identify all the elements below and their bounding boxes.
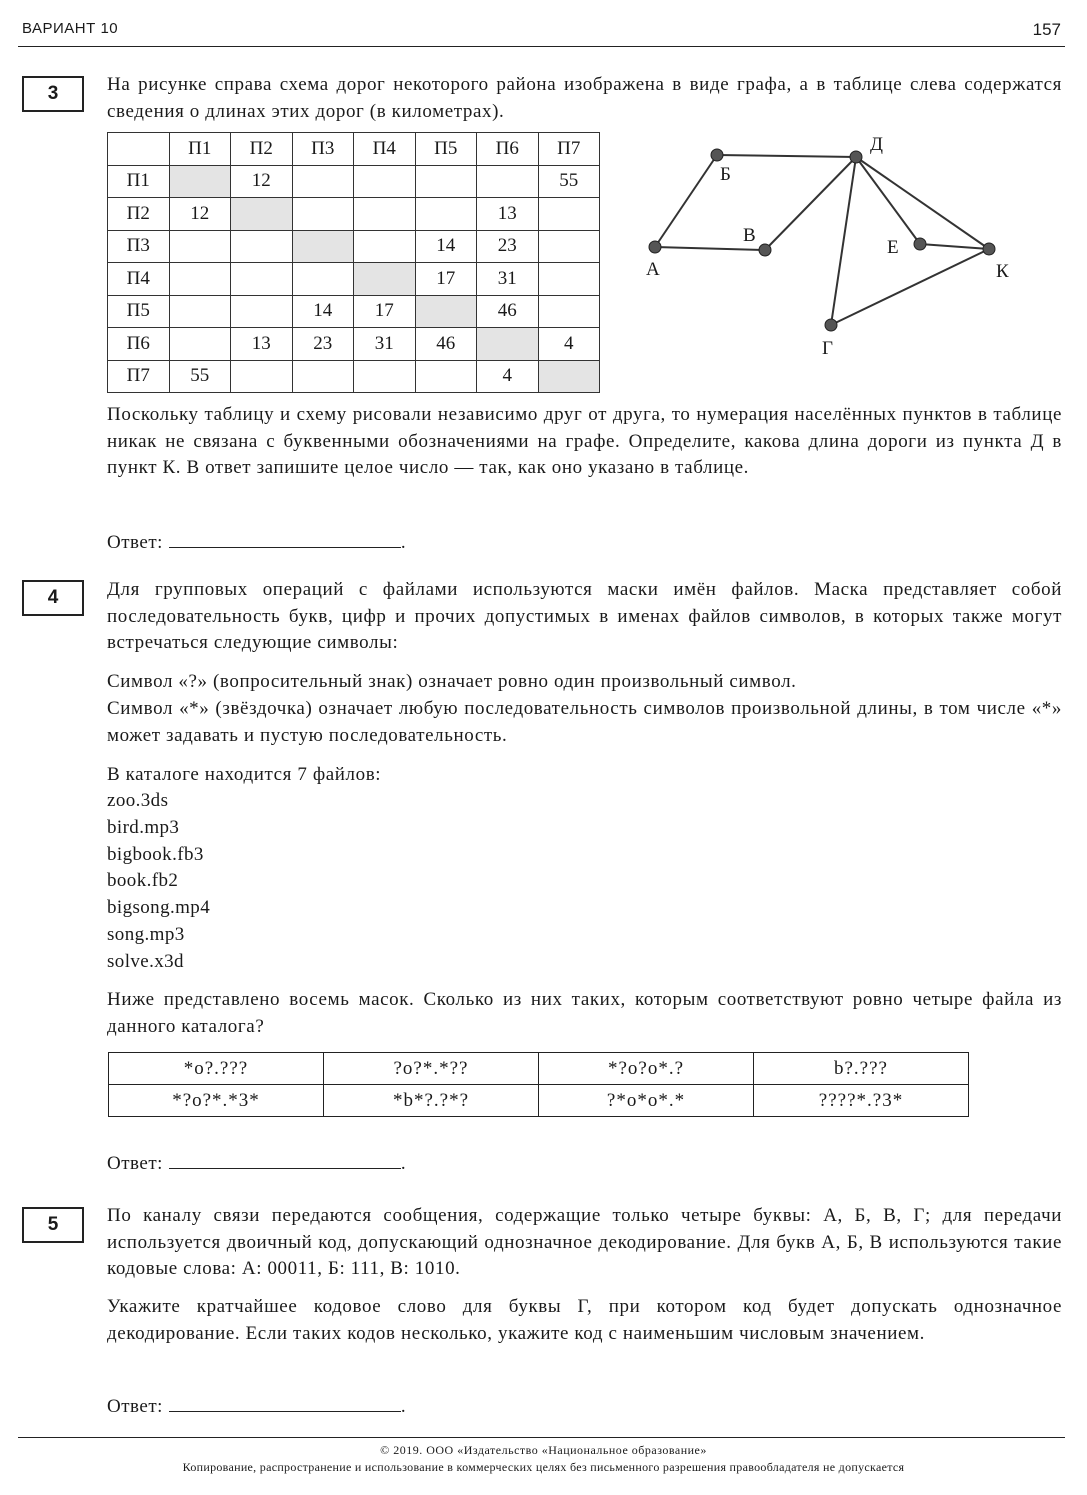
copyright-notice: Копирование, распространение и использование в коммерческих целях без письменного разрешения правообладателя не допускается	[182, 1460, 905, 1474]
mask-cell: *?o?o*.?	[539, 1053, 754, 1085]
row-header-cell: П2	[108, 198, 170, 231]
answer-field[interactable]	[169, 1393, 401, 1412]
footer-divider	[18, 1437, 1065, 1438]
masks-table	[108, 1052, 969, 1117]
table-header-cell: П7	[538, 133, 600, 166]
node-D	[850, 151, 862, 163]
node-label-D: Д	[870, 134, 883, 155]
list-item: zoo.3ds	[107, 790, 169, 811]
table-cell: 17	[415, 263, 477, 296]
table-cell	[292, 230, 354, 263]
table-cell	[538, 360, 600, 393]
question-4-question: Ниже представлено восемь масок. Сколько из них таких, которым соответствуют ровно четыре файла из данного каталога?	[107, 989, 1062, 1037]
table-cell: 13	[477, 198, 539, 231]
edge-B-D	[717, 155, 856, 157]
table-cell	[538, 230, 600, 263]
row-header-cell: П3	[108, 230, 170, 263]
table-cell	[354, 360, 416, 393]
answer-label: Ответ:	[107, 532, 163, 553]
list-item: bigbook.fb3	[107, 843, 204, 865]
node-label-V: В	[743, 225, 756, 246]
table-header-cell: П3	[292, 133, 354, 166]
table-cell	[231, 230, 293, 263]
table-cell	[292, 165, 354, 198]
mask-cell: *b*?.?*?	[324, 1085, 539, 1117]
table-cell: 4	[477, 360, 539, 393]
list-item: bird.mp3	[107, 816, 180, 838]
table-cell: 46	[415, 328, 477, 361]
list-item: song.mp3	[107, 923, 185, 945]
table-header-cell: П1	[169, 133, 231, 166]
page-number: 157	[1032, 20, 1061, 39]
list-item: book.fb2	[107, 870, 179, 892]
question-5-intro: По каналу связи передаются сообщения, содержащие только четыре буквы: А, Б, В, Г; для передачи используется двоичный код, допускающий однозначное декодирование. Для букв А, Б, В используются такие кодовые слова: А: 00011, Б: 111, В: 1010.	[107, 1205, 1062, 1279]
edge-D-K	[856, 157, 989, 249]
table-cell	[477, 165, 539, 198]
table-cell: 55	[169, 360, 231, 393]
table-cell: 14	[415, 230, 477, 263]
question-5-number: 5	[22, 1207, 84, 1243]
table-cell	[231, 295, 293, 328]
row-header-cell: П7	[108, 360, 170, 393]
table-cell	[108, 133, 170, 166]
row-header-cell: П4	[108, 263, 170, 296]
table-cell	[354, 198, 416, 231]
edge-A-B	[655, 155, 717, 247]
node-label-A: А	[646, 259, 660, 280]
row-header-cell: П1	[108, 165, 170, 198]
roads-table-header-row	[108, 133, 600, 166]
list-item: solve.x3d	[107, 950, 184, 972]
table-row	[109, 1085, 969, 1117]
table-cell: 31	[354, 328, 416, 361]
question-5-text: Укажите кратчайшее кодовое слово для буквы Г, при котором код будет допускать однозначное декодирование. Если таких кодов несколько, укажите код с наименьшим числовым значением.	[107, 1296, 1062, 1344]
table-row	[108, 360, 600, 393]
table-row	[109, 1053, 969, 1085]
table-cell: 46	[477, 295, 539, 328]
mask-cell: *?o?*.*3*	[109, 1085, 324, 1117]
node-label-K: К	[996, 261, 1009, 282]
table-cell	[354, 263, 416, 296]
node-V	[759, 244, 771, 256]
row-header-cell: П5	[108, 295, 170, 328]
roads-table	[107, 132, 600, 393]
table-cell	[169, 328, 231, 361]
node-K	[983, 243, 995, 255]
table-cell	[169, 165, 231, 198]
copyright: © 2019. ООО «Издательство «Национальное образование»	[380, 1443, 707, 1457]
table-cell: 55	[538, 165, 600, 198]
table-cell	[415, 198, 477, 231]
table-cell	[354, 165, 416, 198]
mask-cell: ?*o*o*.*	[539, 1085, 754, 1117]
catalog-intro: В каталоге находится 7 файлов:	[107, 764, 382, 785]
edge-G-K	[831, 249, 989, 325]
table-cell	[477, 328, 539, 361]
table-cell	[231, 198, 293, 231]
table-cell	[354, 230, 416, 263]
mask-cell: b?.???	[754, 1053, 969, 1085]
edge-A-V	[655, 247, 765, 250]
table-cell	[292, 360, 354, 393]
file-list	[107, 788, 210, 976]
table-row	[108, 295, 600, 328]
table-cell: 12	[231, 165, 293, 198]
table-cell	[169, 295, 231, 328]
edge-E-K	[920, 244, 989, 249]
node-G	[825, 319, 837, 331]
answer-field[interactable]	[169, 1150, 401, 1169]
question-3-text: Поскольку таблицу и схему рисовали независимо друг от друга, то нумерация населённых пунктов в таблице никак не связана с буквенными обозначениями на графе. Определите, какова длина дороги из пункта Д в пункт К. В ответ запишите целое число — так, как оно указано в таблице.	[107, 404, 1062, 478]
table-row	[108, 165, 600, 198]
variant-label: ВАРИАНТ 10	[22, 20, 119, 37]
mask-cell: *o?.???	[109, 1053, 324, 1085]
table-cell	[231, 360, 293, 393]
edge-D-E	[856, 157, 920, 244]
table-row	[108, 263, 600, 296]
table-cell	[538, 198, 600, 231]
table-cell	[415, 295, 477, 328]
table-cell: 14	[292, 295, 354, 328]
question-4-answer: Ответ: .	[107, 1150, 406, 1175]
node-A	[649, 241, 661, 253]
answer-field[interactable]	[169, 529, 401, 548]
table-cell: 13	[231, 328, 293, 361]
table-cell	[169, 263, 231, 296]
table-header-cell: П6	[477, 133, 539, 166]
question-4-rule-1: Символ «?» (вопросительный знак) означает ровно один произвольный символ.	[107, 671, 797, 692]
table-cell	[415, 165, 477, 198]
table-cell: 23	[292, 328, 354, 361]
table-cell	[292, 198, 354, 231]
answer-label: Ответ:	[107, 1396, 163, 1417]
table-cell	[415, 360, 477, 393]
table-header-cell: П5	[415, 133, 477, 166]
table-cell: 17	[354, 295, 416, 328]
table-cell	[538, 263, 600, 296]
list-item: bigsong.mp4	[107, 897, 211, 919]
node-label-B: Б	[720, 164, 731, 185]
table-cell	[292, 263, 354, 296]
table-header-cell: П2	[231, 133, 293, 166]
table-cell: 12	[169, 198, 231, 231]
question-4-intro: Для групповых операций с файлами используются маски имён файлов. Маска представляет собой последовательность букв, цифр и прочих допустимых в именах файлов символов, в которых также могут встречаться следующие символы:	[107, 579, 1062, 653]
table-row	[108, 230, 600, 263]
table-header-cell: П4	[354, 133, 416, 166]
node-B	[711, 149, 723, 161]
road-graph	[630, 128, 1050, 368]
table-cell	[538, 295, 600, 328]
question-3-intro: На рисунке справа схема дорог некоторого района изображена в виде графа, а в таблице слева содержатся сведения о длинах этих дорог (в километрах).	[107, 74, 1062, 122]
question-5-answer: Ответ: .	[107, 1393, 406, 1418]
question-3-answer: Ответ: .	[107, 529, 406, 554]
node-label-E: Е	[887, 237, 899, 258]
mask-cell: ????*.?3*	[754, 1085, 969, 1117]
answer-label: Ответ:	[107, 1153, 163, 1174]
question-4-number: 4	[22, 580, 84, 616]
table-cell: 31	[477, 263, 539, 296]
table-row	[108, 328, 600, 361]
header-divider	[18, 46, 1065, 47]
table-cell	[231, 263, 293, 296]
row-header-cell: П6	[108, 328, 170, 361]
edge-V-D	[765, 157, 856, 250]
node-label-G: Г	[822, 338, 833, 359]
table-cell: 4	[538, 328, 600, 361]
edge-D-G	[831, 157, 856, 325]
table-row	[108, 198, 600, 231]
table-cell	[169, 230, 231, 263]
mask-cell: ?o?*.*??	[324, 1053, 539, 1085]
question-4-rule-2: Символ «*» (звёздочка) означает любую последовательность символов произвольной длины, в том числе «*» может задавать и пустую последовательность.	[107, 698, 1062, 746]
question-3-number: 3	[22, 76, 84, 112]
table-cell: 23	[477, 230, 539, 263]
node-E	[914, 238, 926, 250]
